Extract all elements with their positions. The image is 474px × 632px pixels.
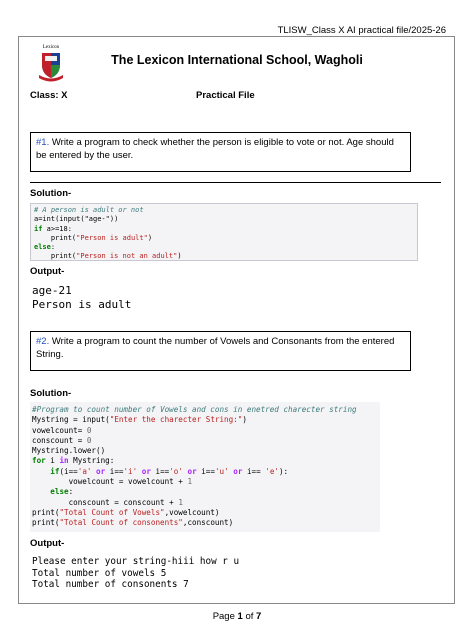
code-keyword: if: [50, 466, 60, 476]
code-line: ): [177, 252, 182, 261]
footer-current-page: 1: [237, 611, 243, 622]
code-string: 'o': [169, 466, 183, 476]
code-line: :: [50, 243, 56, 252]
code-comment: #Program to count number of Vowels and cons in enetred charecter string: [32, 405, 357, 414]
code-line: :: [68, 487, 74, 497]
code-keyword: else: [50, 487, 69, 497]
output-1-label: Output-: [30, 266, 65, 277]
code-line: a>=18:: [42, 224, 72, 233]
code-line: print(: [32, 507, 60, 517]
code-keyword: if: [34, 224, 43, 233]
code-operator: or: [182, 466, 202, 476]
solution-2-label: Solution-: [30, 388, 72, 399]
code-line: print(: [32, 518, 60, 528]
code-line: print(: [34, 252, 77, 261]
code-number: 1: [187, 477, 193, 487]
code-operator: or: [228, 466, 247, 476]
code-line: ,conscount): [182, 518, 234, 528]
output-2-label: Output-: [30, 538, 65, 549]
code-string: "Person is adult": [76, 233, 148, 242]
code-line: vowelcount = vowelcount +: [32, 477, 188, 487]
code-line: a=int(input("age-")): [34, 215, 119, 224]
code-line: conscount =: [32, 435, 87, 445]
code-line: ):: [278, 466, 289, 476]
code-string: 'i': [123, 466, 138, 476]
output-1: [32, 284, 131, 312]
code-line: conscount = conscount +: [32, 497, 179, 507]
page-footer: [0, 611, 474, 622]
divider: [30, 182, 441, 183]
code-string: 'e': [265, 466, 279, 476]
code-operator: or: [137, 466, 156, 476]
code-string: "Total Count of consonents": [59, 518, 183, 528]
question-1-number: #1.: [36, 137, 50, 148]
output-line: Person is adult: [32, 298, 132, 311]
code-line: Mystring:: [68, 456, 115, 466]
code-line: vowelcount=: [32, 425, 87, 435]
code-line: (i==: [59, 466, 78, 476]
code-number: 0: [86, 435, 92, 445]
output-line: Total number of vowels 5: [32, 567, 167, 579]
code-keyword: in: [59, 456, 69, 466]
code-string: "Enter the charecter String:": [109, 415, 243, 425]
question-1-box: [30, 132, 411, 172]
question-2-number: #2.: [36, 336, 50, 347]
footer-of-word: of: [242, 611, 257, 622]
code-line: i: [45, 456, 60, 466]
output-line: age-21: [32, 284, 72, 297]
code-keyword: for: [32, 456, 46, 466]
code-line: ): [147, 233, 153, 242]
question-1-text: Write a program to check whether the person is eligible to vote or not. Age should be entered by the user.: [36, 137, 394, 161]
code-keyword: else: [34, 243, 51, 252]
code-line: i==: [246, 466, 266, 476]
code-number: 1: [178, 497, 183, 507]
school-name: The Lexicon International School, Wagholi: [111, 53, 363, 67]
question-2-text: Write a program to count the number of Vowels and Consonants from the entered String.: [36, 336, 395, 360]
file-label: Practical File: [196, 90, 255, 101]
code-block-2: [30, 402, 380, 532]
output-line: Total number of consonents 7: [32, 579, 189, 590]
class-label: Class: X: [30, 90, 68, 101]
code-number: 0: [86, 425, 92, 435]
code-string: 'u': [214, 466, 229, 476]
code-line: Mystring = input(: [32, 415, 110, 425]
code-comment: # A person is adult or not: [34, 206, 144, 214]
output-2: [32, 556, 239, 591]
code-string: "Person is not an adult": [76, 252, 178, 261]
solution-1-label: Solution-: [30, 188, 72, 199]
code-line: i==: [155, 466, 170, 476]
code-string: 'a': [77, 466, 92, 476]
code-line: [32, 487, 50, 496]
footer-total-pages: 7: [256, 611, 262, 622]
output-line: Please enter your string-hiii how r u: [32, 556, 240, 567]
code-line: ,vowelcount): [164, 507, 220, 517]
code-string: "Total Count of Vowels": [59, 507, 165, 517]
code-line: ): [242, 415, 247, 425]
code-line: i==: [201, 466, 215, 476]
code-operator: or: [91, 466, 110, 476]
code-line: [32, 467, 50, 476]
header-reference: TLISW_Class X AI practical file/2025-26: [277, 25, 446, 36]
code-line: print(: [34, 233, 77, 242]
code-line: Mystring.lower(): [32, 446, 106, 456]
code-block-1: [30, 203, 418, 261]
footer-page-word: Page: [212, 611, 238, 622]
code-line: i==: [109, 466, 124, 476]
question-2-box: [30, 331, 411, 371]
logo-text: Lexicon: [42, 45, 60, 50]
